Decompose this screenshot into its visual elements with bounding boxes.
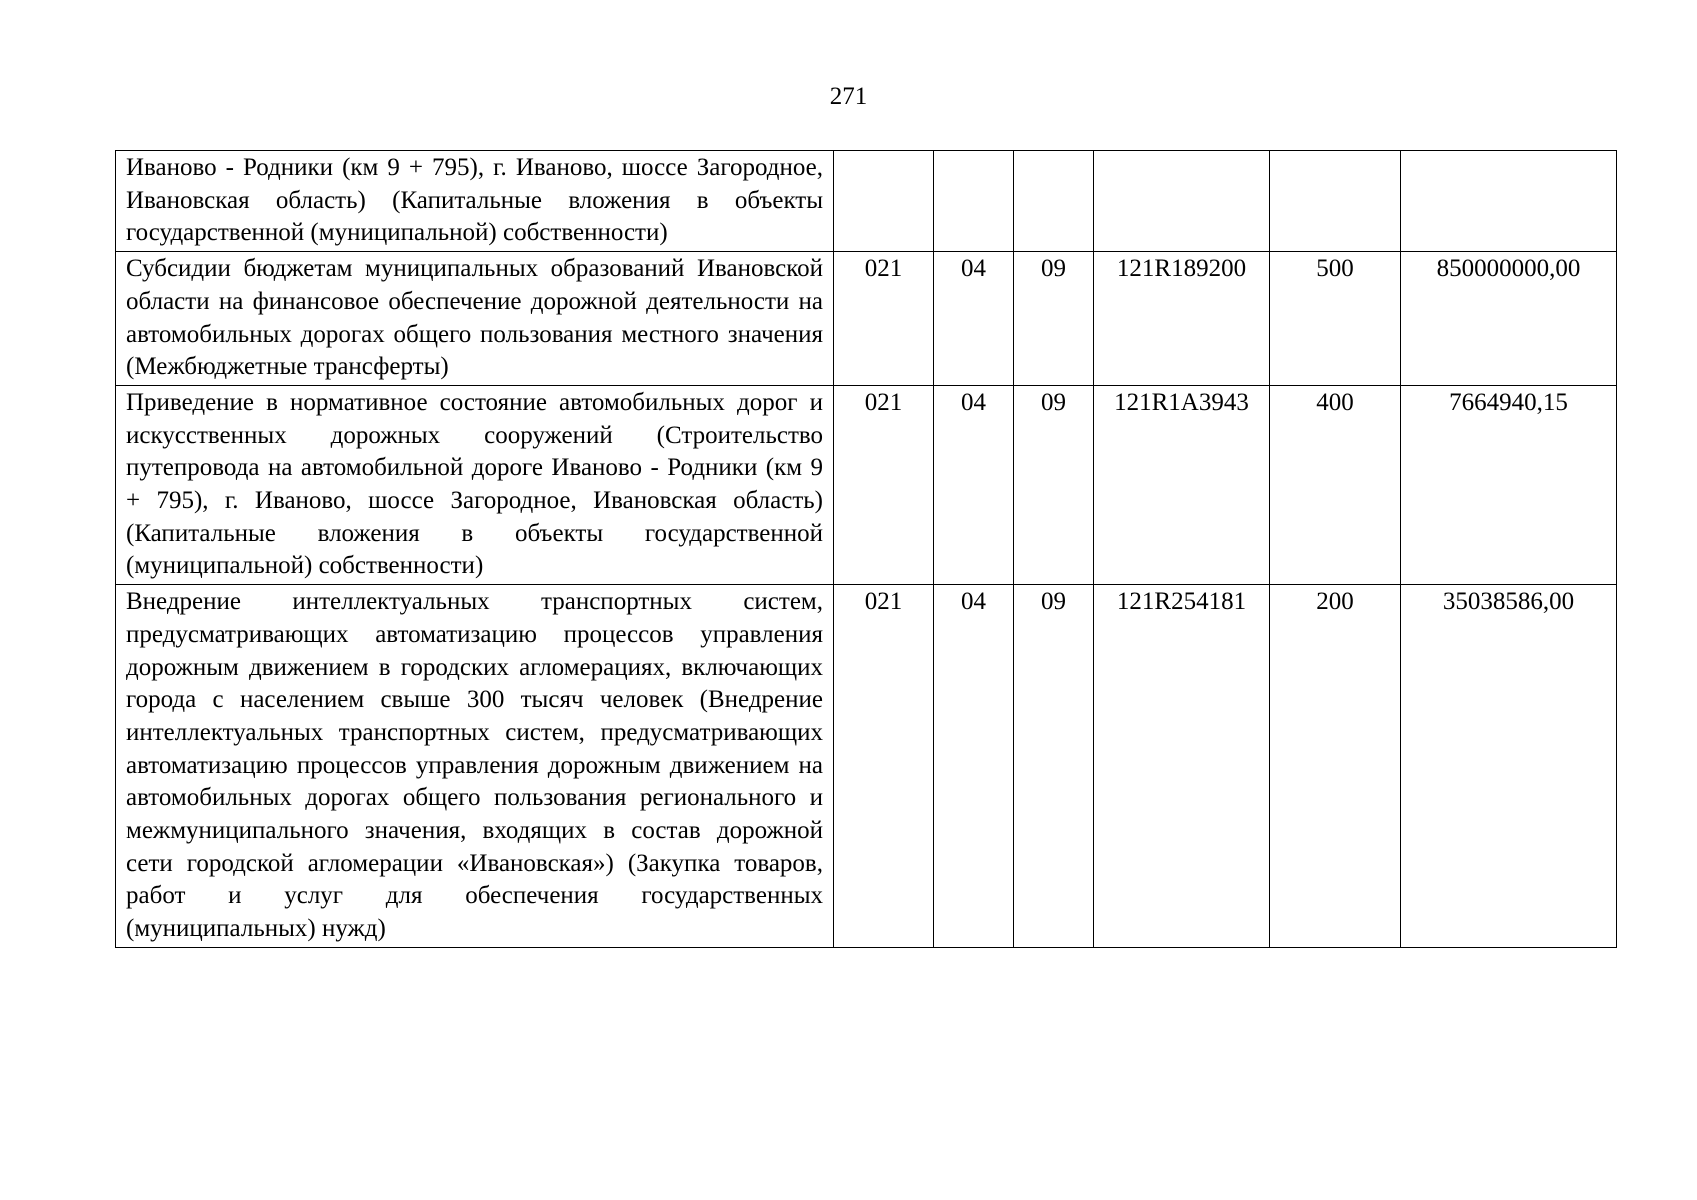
table-row <box>116 252 1617 386</box>
row-expense-type <box>1270 151 1401 252</box>
row-expense-type: 500 <box>1270 252 1401 386</box>
row-expense-type: 400 <box>1270 385 1401 584</box>
row-target-article: 121R254181 <box>1094 585 1270 948</box>
row-description: Субсидии бюджетам муниципальных образований Ивановской области на финансовое обеспечение дорожной деятельности на автомобильных дорогах общего пользования местного значения (Межбюджетные трансферты) <box>116 252 834 386</box>
row-section-code: 04 <box>934 585 1014 948</box>
row-section-code <box>934 151 1014 252</box>
row-description: Иваново - Родники (км 9 + 795), г. Иваново, шоссе Загородное, Ивановская область) (Капитальные вложения в объекты государственной (муниципальной) собственности) <box>116 151 834 252</box>
row-amount: 35038586,00 <box>1401 585 1617 948</box>
table-row <box>116 585 1617 948</box>
row-amount: 7664940,15 <box>1401 385 1617 584</box>
page-number: 271 <box>829 83 868 110</box>
row-target-article: 121R189200 <box>1094 252 1270 386</box>
row-description: Внедрение интеллектуальных транспортных систем, предусматривающих автоматизацию процессов управления дорожным движением в городских агломерациях, включающих города с населением свыше 300 тысяч человек (Внедрение интеллектуальных транспортных систем, предусматривающих автоматизацию процессов управления дорожным движением на автомобильных дорогах общего пользования регионального и межмуниципального значения, входящих в состав дорожной сети городской агломерации «Ивановская») (Закупка товаров, работ и услуг для обеспечения государственных (муниципальных) нужд) <box>116 585 834 948</box>
row-expense-type: 200 <box>1270 585 1401 948</box>
row-section-code: 04 <box>934 385 1014 584</box>
row-amount: 850000000,00 <box>1401 252 1617 386</box>
row-ministry-code <box>834 151 934 252</box>
table-row <box>116 151 1617 252</box>
row-ministry-code: 021 <box>834 252 934 386</box>
row-target-article: 121R1A3943 <box>1094 385 1270 584</box>
row-target-article <box>1094 151 1270 252</box>
row-description: Приведение в нормативное состояние автомобильных дорог и искусственных дорожных сооружений (Строительство путепровода на автомобильной дороге Иваново - Родники (км 9 + 795), г. Иваново, шоссе Загородное, Ивановская область) (Капитальные вложения в объекты государственной (муниципальной) собственности) <box>116 385 834 584</box>
row-subsection-code: 09 <box>1014 252 1094 386</box>
row-subsection-code: 09 <box>1014 385 1094 584</box>
row-section-code: 04 <box>934 252 1014 386</box>
row-ministry-code: 021 <box>834 585 934 948</box>
row-ministry-code: 021 <box>834 385 934 584</box>
budget-table <box>115 150 1617 948</box>
row-subsection-code <box>1014 151 1094 252</box>
row-subsection-code: 09 <box>1014 585 1094 948</box>
row-amount <box>1401 151 1617 252</box>
table-row <box>116 385 1617 584</box>
